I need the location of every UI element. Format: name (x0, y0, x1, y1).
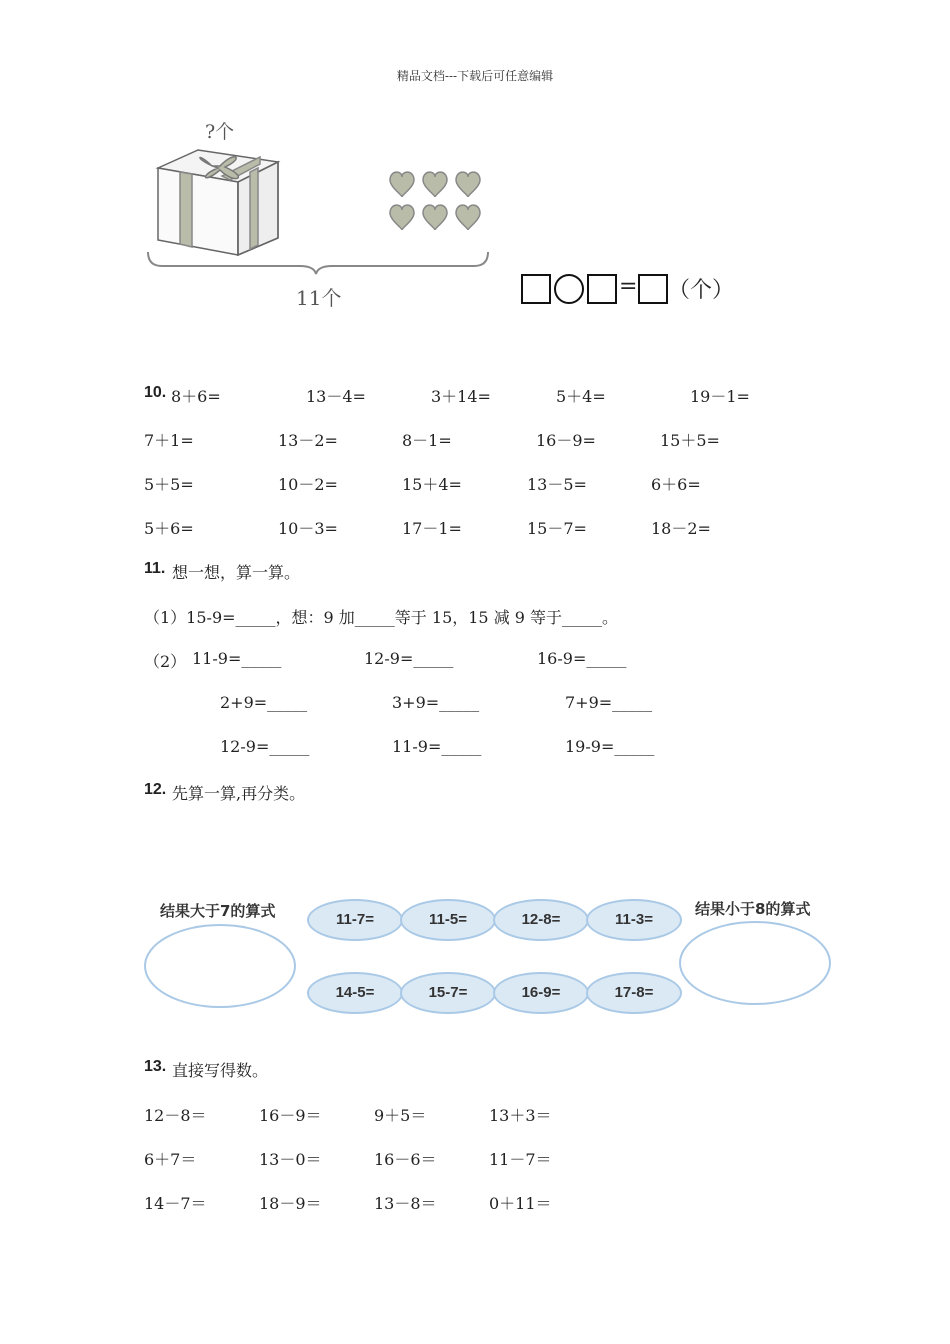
q10-item: 15－7= (527, 519, 587, 538)
q10-item: 5＋5= (144, 475, 194, 494)
expression-pill[interactable]: 16-9= (493, 972, 589, 1014)
q11-item: 11-9=_____ (192, 649, 282, 668)
q10-item: 17－1= (402, 519, 462, 538)
answer-box-3[interactable] (638, 274, 668, 304)
q10-item: 15＋5= (660, 431, 720, 450)
q13-item: 13－8＝ (374, 1194, 437, 1213)
operator-circle[interactable] (554, 274, 584, 304)
q13-item: 18－9＝ (259, 1194, 322, 1213)
total-label: 11个 (296, 286, 342, 310)
q10-item: 10－3= (278, 519, 338, 538)
q11-item: 2+9=_____ (220, 693, 308, 712)
q10-item: 5＋6= (144, 519, 194, 538)
q13-item: 6＋7＝ (144, 1150, 197, 1169)
q10-item: 7＋1= (144, 431, 194, 450)
q10-item: 19－1= (690, 387, 750, 406)
q10-item: 8＋6= (171, 387, 221, 406)
question-number: 12. (144, 781, 167, 798)
q13-item: 11－7＝ (489, 1150, 552, 1169)
q10-item: 5＋4= (556, 387, 606, 406)
q10-item: 13－4= (306, 387, 366, 406)
answer-box-1[interactable] (521, 274, 551, 304)
q11-item: 19-9=_____ (565, 737, 655, 756)
answer-box-2[interactable] (587, 274, 617, 304)
right-category-label: 结果小于8的算式 (695, 900, 811, 918)
unit-label: （个） (668, 278, 735, 303)
q10-item: 15＋4= (402, 475, 462, 494)
q10-item: 18－2= (651, 519, 711, 538)
q13-item: 13＋3＝ (489, 1106, 552, 1125)
q10-item: 6＋6= (651, 475, 701, 494)
q10-item: 16－9= (536, 431, 596, 450)
question-number: 11. (144, 560, 166, 577)
q13-item: 13－0＝ (259, 1150, 322, 1169)
q11-item: 16-9=_____ (537, 649, 627, 668)
q11-item: 7+9=_____ (565, 693, 653, 712)
brace-icon (148, 252, 488, 274)
question-title: 想一想，算一算。 (172, 563, 301, 582)
expression-pill[interactable]: 14-5= (307, 972, 403, 1014)
question-number: 10. (144, 384, 167, 401)
expression-pill[interactable]: 11-3= (586, 899, 682, 941)
q11-item: 12-9=_____ (220, 737, 310, 756)
q13-item: 12－8＝ (144, 1106, 207, 1125)
page-header: 精品文档---下载后可任意编辑 (396, 69, 554, 83)
q10-item: 13－5= (527, 475, 587, 494)
q10-item: 10－2= (278, 475, 338, 494)
q13-item: 16－6＝ (374, 1150, 437, 1169)
q11-item: 12-9=_____ (364, 649, 454, 668)
q11-part2-label: （2） (144, 652, 187, 671)
expression-pill[interactable]: 11-5= (400, 899, 496, 941)
q13-item: 14－7＝ (144, 1194, 207, 1213)
q10-item: 8－1= (402, 431, 452, 450)
q13-item: 9＋5＝ (374, 1106, 427, 1125)
question-title: 先算一算,再分类。 (172, 784, 306, 803)
q10-item: 3＋14= (431, 387, 491, 406)
expression-pill[interactable]: 15-7= (400, 972, 496, 1014)
question-number: 13. (144, 1058, 167, 1075)
q13-item: 0＋11＝ (489, 1194, 552, 1213)
right-sort-oval[interactable] (679, 921, 831, 1005)
q11-item: 3+9=_____ (392, 693, 480, 712)
q11-item: 11-9=_____ (392, 737, 482, 756)
q11-part1: （1）15-9=_____，想：9 加_____等于 15，15 减 9 等于_____。 (144, 608, 619, 627)
expression-pill[interactable]: 12-8= (493, 899, 589, 941)
gift-box-icon (158, 150, 278, 255)
question-title: 直接写得数。 (172, 1061, 269, 1080)
q10-item: 13－2= (278, 431, 338, 450)
expression-pill[interactable]: 11-7= (307, 899, 403, 941)
expression-pill[interactable]: 17-8= (586, 972, 682, 1014)
q13-item: 16－9＝ (259, 1106, 322, 1125)
left-category-label: 结果大于7的算式 (160, 902, 276, 920)
question-mark-label: ?个 (205, 121, 235, 143)
left-sort-oval[interactable] (144, 924, 296, 1008)
gift-hearts-illustration (140, 140, 500, 275)
hearts-icon (390, 172, 480, 230)
equals-sign: = (619, 274, 638, 299)
